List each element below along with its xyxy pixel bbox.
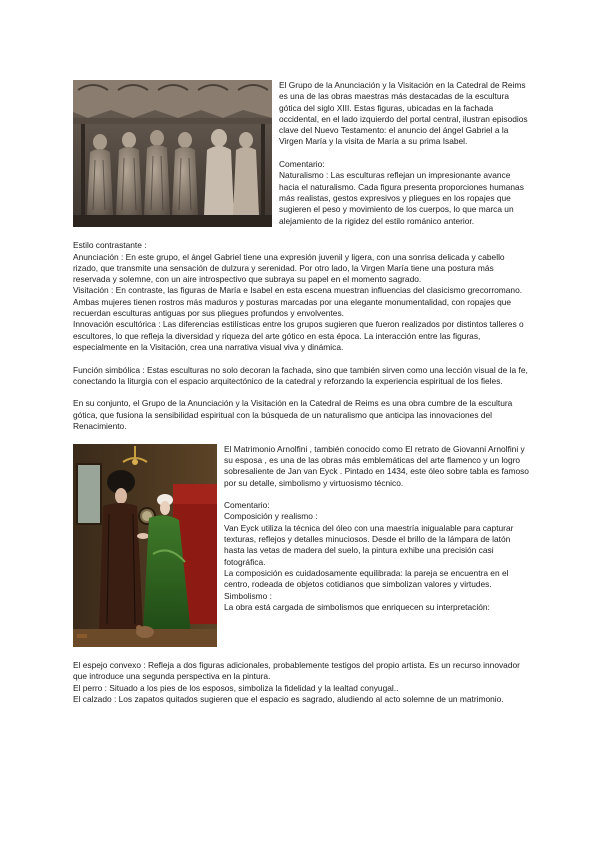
section-reims [73,80,530,444]
reims-naturalismo: Naturalismo : Las esculturas reflejan un impresionante avance hacia el naturalismo. Cada figura presenta proporciones humanas más realistas, gestos expresivos y pliegues en los ropajes que sugieren el peso y movimiento de los cuerpos, lo que marca un alejamiento de la rigidez del estilo románico anterior. [279,170,524,226]
reims-innovacion: Innovación escultórica : Las diferencias estilísticas entre los grupos sugieren que fueron realizados por distintos talleres o escultores, lo que refleja la diversidad y riqueza del arte gótico en esta época. La interacción entre las figuras, especialmente en la Visitación, crea una narrativa visual viva y dinámica. [73,319,524,352]
reims-anunciacion: Anunciación : En este grupo, el ángel Gabriel tiene una expresión juvenil y ligera, con una sonrisa delicada y cabello rizado, que transmite una sensación de dulzura y serenidad. Por otro lado, la Virgen María tiene una postura más reservada y solemne, con un aire introspectivo que subraya su papel en el momento sagrado. [73,251,505,285]
arnolfini-espejo: El espejo convexo : Refleja a dos figuras adicionales, probablemente testigos del propio artista. Es un recurso innovador que introduce una segunda perspectiva en la pintura. [73,659,520,682]
section-arnolfini [73,444,530,705]
arnolfini-painting-picture [73,444,217,647]
arnolfini-composicion-text: Van Eyck utiliza la técnica del óleo con una maestría inigualable para capturar texturas, reflejos y detalles minuciosos. Desde el brillo de la lámpara de latón hasta las vetas de madera del suelo, la pintura exhibe una precisión casi fotográfica. [224,522,514,567]
reims-funcion: Función simbólica : Estas esculturas no solo decoran la fachada, sino que también sirven como una lección visual de la fe, conectando la liturgia con el espacio arquitectónico de la catedral y reforzando la experiencia espiritual de los fieles. [73,364,528,386]
arnolfini-composicion-label: Composición y realismo : [224,511,318,522]
arnolfini-simbolismo-text: La obra está cargada de simbolismos que enriquecen su interpretación: [224,601,490,612]
reims-intro: El Grupo de la Anunciación y la Visitación en la Catedral de Reims es una de las obras maestras más destacadas de la escultura gótica del siglo XIII. Estas figuras, ubicadas en la fachada occidental, en el lado izquierdo del portal central, ilustran episodios clave del Nuevo Testamento: el anuncio del ángel Gabriel a la Virgen María y la visita de María a su prima Isabel. [279,80,528,147]
reims-conclusion: En su conjunto, el Grupo de la Anunciación y la Visitación en la Catedral de Reims es una obra cumbre de la escultura gótica, que fusiona la sensibilidad espiritual con la búsqueda de un naturalismo que anticipa las innovaciones del Renacimiento. [73,398,513,432]
reims-sculpture-image [73,80,272,227]
arnolfini-perro: El perro : Situado a los pies de los esposos, simboliza la fidelidad y la lealtad conyugal.. [73,682,399,693]
reims-visitacion: Visitación : En contraste, las figuras de María e Isabel en esta escena muestran influencias del clasicismo grecorromano. Ambas mujeres tienen rostros más maduros y posturas marcadas por una elegante monumentalidad, con ropajes que recuerdan esculturas antiguas por sus pliegues profundos y envolventes. [73,285,523,319]
arnolfini-composicion-text2: La composición es cuidadosamente equilibrada: la pareja se encuentra en el centro, rodeada de objetos cotidianos que simbolizan valores y virtudes. [224,567,509,590]
document-body [73,80,530,705]
reims-comentario-label: Comentario: [279,159,325,170]
reims-estilo-label: Estilo contrastante : [73,240,147,251]
arnolfini-intro: El Matrimonio Arnolfini , también conocido como El retrato de Giovanni Arnolfini y su esposa , es una de las obras más emblemáticas del arte flamenco y un logro sobresaliente de Jan van Eyck . Pintado en 1434, este óleo sobre tabla es famoso por su detalle, simbolismo y virtuosismo técnico. [224,443,529,488]
arnolfini-comentario-label: Comentario: [224,500,270,511]
reims-sculpture-picture [73,80,272,227]
arnolfini-simbolismo-label: Simbolismo : [224,590,272,601]
arnolfini-calzado: El calzado : Los zapatos quitados sugieren que el espacio es sagrado, aludiendo al acto solemne de un matrimonio. [73,693,504,704]
arnolfini-painting-image [73,444,217,647]
